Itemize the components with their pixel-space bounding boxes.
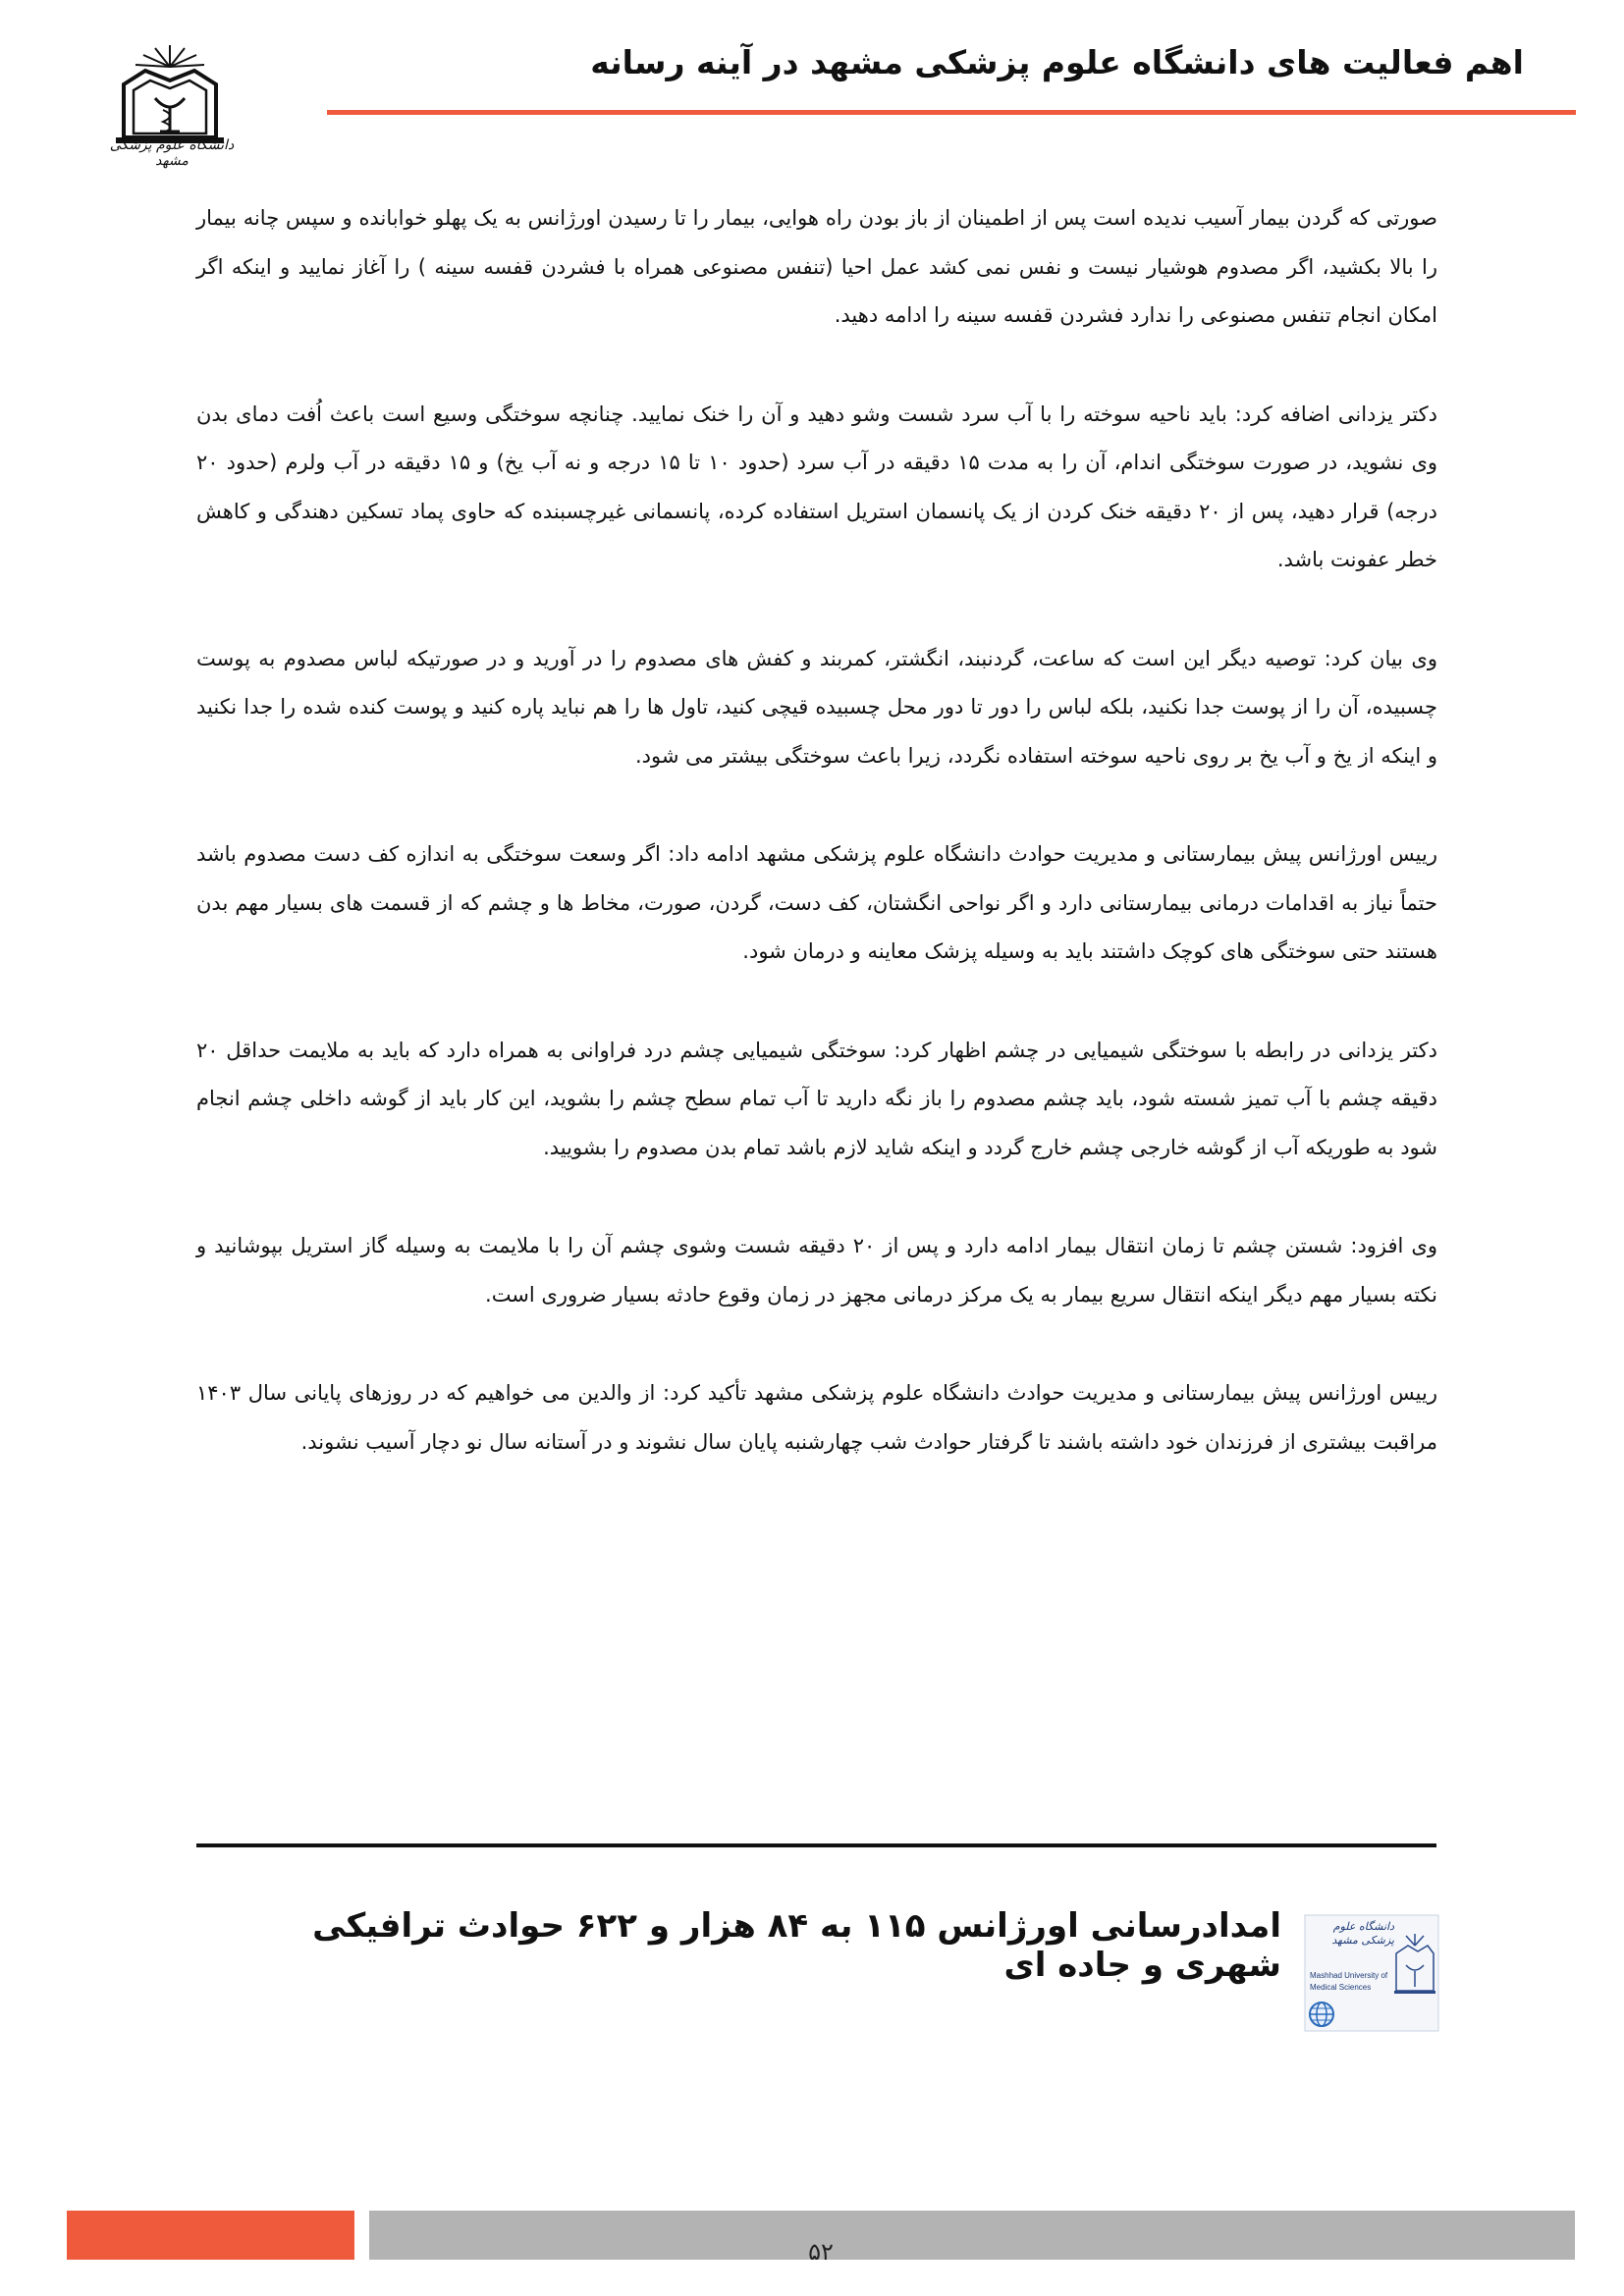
article-paragraph: صورتی که گردن بیمار آسیب ندیده است پس از اطمینان از باز بودن راه هوایی، بیمار را تا رسیدن اورژانس به یک پهلو خوابانده و سپس چانه بیمار را بالا بکشید، اگر مصدوم هوشیار نیست و نفس نمی کشد عمل احیا (تنفس مصنوعی همراه با فشردن قفسه سینه ) را آغاز نمایید و اینکه اگر امکان انجام تنفس مصنوعی را ندارد فشردن قفسه سینه را ادامه دهید. xyxy=(196,206,1437,327)
page-header-title: اهم فعالیت های دانشگاه علوم پزشکی مشهد در آینه رسانه xyxy=(590,43,1524,81)
article-body xyxy=(196,194,1437,1517)
article-paragraph: رییس اورژانس پیش بیمارستانی و مدیریت حوادث دانشگاه علوم پزشکی مشهد تأکید کرد: از والدین می خواهیم که در روزهای پایانی سال ۱۴۰۳ مراقبت بیشتری از فرزندان خود داشته باشند تا گرفتار حوادث شب چهارشنبه پایان سال نشوند و در آستانه سال نو دچار آسیب نشوند. xyxy=(196,1381,1437,1454)
article-paragraph: وی افزود: شستن چشم تا زمان انتقال بیمار ادامه دارد و پس از ۲۰ دقیقه شست وشوی چشم آن را با ملایمت به وسیله گاز استریل بپوشانید و نکته بسیار مهم دیگر اینکه انتقال سریع بیمار به یک مرکز درمانی مجهز در زمان وقوع حادثه بسیار ضروری است. xyxy=(196,1234,1437,1307)
logo-caption-en-2: Medical Sciences xyxy=(1310,1983,1372,1992)
header-divider xyxy=(327,110,1576,115)
logo-caption-en-1: Mashhad University of xyxy=(1310,1971,1388,1980)
footer-accent-bar xyxy=(67,2211,354,2260)
article-paragraph: دکتر یزدانی در رابطه با سوختگی شیمیایی در چشم اظهار کرد: سوختگی شیمیایی چشم درد فراوانی به همراه دارد که باید به ملایمت حداقل ۲۰ دقیقه چشم با آب تمیز شسته شود، باید چشم مصدوم را باز نگه دارید تا آب تمام سطح چشم را بشوید، این کار باید از گوشه داخلی چشم انجام شود به طوریکه آب از گوشه خارجی چشم خارج گردد و اینکه شاید لازم باشد تمام بدن مصدوم را بشویید. xyxy=(196,1038,1437,1159)
next-article-title: امدادرسانی اورژانس ۱۱۵ به ۸۴ هزار و ۶۲۲ حوادث ترافیکی شهری و جاده ای xyxy=(312,1906,1281,1985)
article-paragraph: وی بیان کرد: توصیه دیگر این است که ساعت، گردنبند، انگشتر، کمربند و کفش های مصدوم را در آورید و در صورتیکه لباس مصدوم به پوست چسبیده، آن را از پوست جدا نکنید، بلکه لباس را دور تا دور محل چسبیده قیچی کنید، تاول ها را هم نباید پاره کنید و پوست کنده شده را جدا نکنید و اینکه از یخ و آب یخ بر روی ناحیه سوخته استفاده نگردد، زیرا باعث سوختگی بیشتر می شود. xyxy=(196,646,1437,768)
header-logo-caption: دانشگاه علوم پزشکی مشهد xyxy=(109,137,235,169)
article-paragraph: دکتر یزدانی اضافه کرد: باید ناحیه سوخته را با آب سرد شست وشو دهید و آن را خنک نمایید. چنانچه سوختگی وسیع است باعث اُفت دمای بدن وی نشوید، در صورت سوختگی اندام، آن را به مدت ۱۵ دقیقه در آب سرد (حدود ۱۰ تا ۱۵ درجه و نه آب یخ) و ۱۵ دقیقه در آب ولرم (حدود ۲۰ درجه) قرار دهید، پس از ۲۰ دقیقه خنک کردن از یک پانسمان استریل استفاده کرده، پانسمانی غیرچسبنده که حاوی پماد تسکین دهندگی و کاهش خطر عفونت باشد. xyxy=(196,401,1438,571)
article-divider xyxy=(196,1843,1436,1847)
page-number: ۵۲ xyxy=(808,2238,834,2266)
article-paragraph: رییس اورژانس پیش بیمارستانی و مدیریت حوادث دانشگاه علوم پزشکی مشهد ادامه داد: اگر وسعت سوختگی به اندازه کف دست مصدوم باشد حتماً نیاز به اقدامات درمانی بیمارستانی دارد و اگر نواحی انگشتان، کف دست، گردن، صورت، مخاط ها و چشم که از قسمت های بسیار مهم بدن هستند حتی سوختگی های کوچک داشتند باید به وسیله پزشک معاینه و درمان شود. xyxy=(196,842,1437,963)
logo-caption-fa: دانشگاه علوم پزشکی مشهد xyxy=(1331,1920,1394,1947)
university-logo-icon xyxy=(1304,1914,1439,2032)
